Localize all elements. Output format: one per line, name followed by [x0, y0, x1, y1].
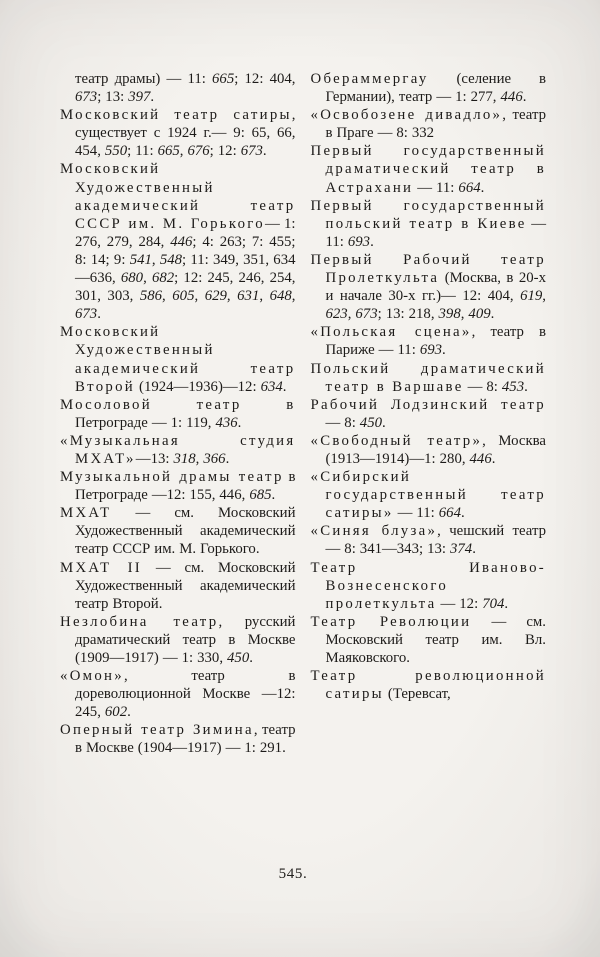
entry-text: . [382, 414, 386, 431]
entry-text: (Теревсат, [383, 686, 451, 703]
entry-text: . [504, 595, 509, 612]
entry-text: , [542, 288, 546, 305]
entry-text: , [259, 288, 270, 305]
index-entry [311, 106, 547, 142]
page-ref-italic: 446 [469, 450, 492, 467]
page-ref-italic: 704 [482, 595, 505, 612]
entry-text: , [195, 450, 204, 467]
entry-headword: Первый государственный драматический театр в Астрахани [310, 143, 546, 196]
entry-text: — см. Московский Художественный академический театр Второй. [75, 559, 296, 612]
entry-text: ; 11: [127, 143, 158, 160]
entry-text: . [524, 378, 528, 395]
entry-text: . [442, 342, 446, 359]
page-number: 545. [278, 866, 308, 882]
entry-text: ; 4: 263; 7: 455; 8: 14; 9: [75, 233, 296, 268]
page-ref-italic: 623 [325, 306, 348, 323]
page-ref-italic: 673 [355, 306, 378, 323]
entry-text: — см. Московский театр им. Вл. Маяковского. [325, 613, 546, 666]
page-ref-italic: 397 [128, 89, 151, 106]
entry-text: — 11: [325, 215, 546, 250]
entry-text: ; 12: 245, 246, 254, 301, 303, [75, 270, 296, 305]
entry-headword: «Омон» [60, 668, 124, 685]
entry-text: ; 11: 349, 351, 634—636, [75, 251, 296, 287]
page-ref-italic: 318 [173, 450, 196, 467]
entry-text: , [347, 306, 356, 323]
entry-text: — 8: [325, 414, 360, 431]
entry-text: . [127, 704, 131, 721]
entry-headword: «Сибирский государственный театр сатиры» [310, 469, 546, 522]
entry-text: . [249, 650, 253, 666]
entry-text: . [97, 306, 101, 323]
page-ref-italic: 673 [75, 306, 98, 323]
entry-text: , театр в дореволюционной Москве —12: 245, [75, 668, 296, 721]
page-ref-italic: 634 [260, 378, 283, 395]
entry-headword: «Синяя блуза» [310, 523, 438, 540]
entry-headword: Мосоловой театр в [60, 396, 296, 413]
entry-text: , [194, 288, 205, 305]
entry-text: ; 12: [209, 143, 241, 160]
entry-headword: МХАТ [60, 505, 112, 522]
entry-text: — 11: [393, 505, 439, 522]
page-ref-italic: 664 [438, 505, 461, 522]
index-entry [60, 396, 296, 432]
entry-headword: МХАТ II [60, 559, 143, 576]
index-entry [60, 504, 296, 558]
page-ref-italic: 665 [212, 71, 235, 87]
entry-headword: Оперный театр Зимина [60, 722, 254, 739]
entry-headword: Обераммергау [310, 71, 429, 87]
index-entry [60, 667, 296, 721]
entry-text: . [490, 306, 495, 323]
index-column-left [60, 70, 296, 758]
entry-headword: Московский Художественный академический театр СССР им. М. Горького [60, 161, 296, 232]
page-ref-italic: 673 [75, 89, 98, 106]
entry-headword: Первый Рабочий театр Пролеткульта [310, 251, 546, 287]
index-entry [311, 142, 547, 196]
entry-text: , театр в Москве (1904—1917) — 1: 291. [75, 722, 296, 757]
index-entry [311, 559, 547, 613]
entry-text: (селение в Германии), театр — 1: 277, [325, 71, 546, 106]
page-ref-italic: 453 [501, 378, 525, 395]
page-ref-italic: 586 [139, 288, 163, 305]
entry-text: . [237, 414, 242, 431]
index-entry [60, 559, 296, 613]
index-entry [311, 70, 547, 106]
entry-text: . [480, 179, 485, 196]
entry-text: — 1: 276, 279, 284, [75, 215, 296, 250]
entry-text: . [472, 541, 476, 558]
entry-headword: «Свободный театр» [310, 432, 483, 449]
entry-text: . [460, 505, 465, 522]
entry-text: — см. Московский Художественный академический театр СССР им. М. Горького. [75, 505, 296, 558]
entry-text: . [522, 89, 527, 106]
index-entry [311, 396, 547, 432]
page-ref-italic: 450 [359, 414, 382, 431]
entry-text: в Петрограде —12: 155, 446, [75, 469, 296, 504]
entry-text: , [291, 288, 296, 305]
entry-text: . [271, 487, 276, 504]
page-ref-italic: 673 [240, 143, 263, 160]
entry-text: —13: [135, 450, 174, 467]
entry-text: . [225, 450, 230, 467]
index-entry [311, 432, 547, 468]
page-ref-italic: 409 [468, 306, 491, 323]
entry-text: , [143, 270, 152, 287]
entry-headword: «Освобозене дивадло» [310, 107, 503, 124]
index-entry [311, 360, 547, 396]
entry-text: театр драмы) — 11: [75, 71, 213, 87]
page-ref-italic: 648 [269, 288, 292, 305]
entry-text: . [370, 233, 374, 250]
page-ref-italic: 450 [227, 650, 250, 666]
page-ref-italic: 605 [172, 288, 195, 305]
page-ref-italic: 676 [187, 143, 210, 160]
entry-text: , театр в Париже — 11: [325, 324, 547, 359]
entry-text: , [151, 251, 160, 268]
page-ref-italic: 541 [129, 251, 152, 268]
page-ref-italic: 619 [520, 288, 543, 305]
entry-text: — 12: [436, 595, 483, 612]
entry-headword: Незлобина театр [60, 613, 219, 630]
index-entry [60, 106, 296, 160]
page-ref-italic: 665 [157, 143, 180, 160]
page-ref-italic: 682 [151, 270, 175, 287]
entry-headword: Московский театр сатиры [60, 107, 292, 124]
entry-text: . [491, 450, 496, 467]
index-entry [311, 323, 547, 359]
page-ref-italic: 629 [204, 288, 227, 305]
entry-headword: Рабочий Лодзинский театр [310, 396, 546, 413]
page-ref-italic: 446 [500, 89, 523, 106]
index-entry [60, 432, 296, 468]
entry-headword: Музыкальной драмы театр [60, 469, 284, 486]
index-entry [60, 323, 296, 395]
index-entry [311, 197, 547, 251]
entry-headword: Московский Художественный академический театр Второй [60, 324, 296, 395]
entry-text: ; 12: 404, [234, 71, 296, 87]
page-ref-italic: 602 [104, 704, 128, 721]
index-entry [311, 613, 547, 667]
index-entry [60, 721, 296, 757]
index-entry [311, 468, 547, 522]
index-entry [311, 667, 547, 703]
page-ref-italic: 693 [419, 342, 443, 359]
entry-text: , [179, 143, 188, 160]
page-ref-italic: 548 [159, 251, 183, 268]
index-entry [311, 522, 547, 558]
entry-text: . [262, 143, 267, 160]
index-entry [60, 160, 296, 323]
page-ref-italic: 664 [458, 179, 481, 196]
entry-text: , [162, 288, 173, 305]
page-ref-italic: 685 [249, 487, 272, 504]
entry-text: . [150, 89, 155, 106]
index-entry [60, 613, 296, 667]
index-columns [60, 70, 546, 758]
entry-text: , Москва (1913—1914)—1: 280, [325, 432, 546, 467]
entry-headword: Театр Революции [310, 613, 472, 630]
index-column-right [311, 70, 547, 758]
page-ref-italic: 550 [104, 143, 128, 160]
page-ref-italic: 374 [450, 541, 473, 558]
entry-headword: «Польская сцена» [310, 324, 472, 341]
index-entry [60, 70, 296, 106]
entry-text: , русский драматический театр в Москве (1909—1917) — 1: 330, [75, 613, 296, 666]
entry-text: (1924—1936)—12: [135, 378, 261, 395]
page-ref-italic: 398 [438, 306, 461, 323]
entry-text: — 11: [413, 179, 459, 196]
entry-text: , [226, 288, 238, 305]
index-entry [60, 468, 296, 504]
entry-headword: Театр Иваново-Вознесенского пролеткульта [310, 559, 546, 612]
page-ref-italic: 436 [215, 414, 238, 431]
entry-text: , существует с 1924 г.— 9: 65, 66, 454, [75, 107, 296, 160]
entry-text: ; 13: 218, [377, 306, 439, 323]
entry-headword: Театр революционной сатиры [310, 668, 546, 703]
entry-headword: «Музыкальная студия МХАТ» [60, 432, 296, 467]
entry-text: , [460, 306, 469, 323]
index-entry [311, 251, 547, 323]
entry-text: , театр в Праге — 8: 332 [325, 107, 547, 142]
page-ref-italic: 366 [203, 450, 226, 467]
page-ref-italic: 446 [170, 233, 193, 250]
page-ref-italic: 680 [120, 270, 144, 287]
entry-headword: Польский драматический театр в Варшаве [310, 360, 546, 395]
entry-text: ; 13: [97, 89, 129, 106]
entry-text: (Москва, в 20-х и начале 30-х гг.)— 12: 404, [325, 270, 546, 305]
entry-headword: Первый государственный польский театр в Киеве [310, 197, 546, 232]
entry-text: . [282, 378, 287, 395]
entry-text: — 8: [463, 378, 502, 395]
entry-text: , чешский театр — 8: 341—343; 13: [325, 523, 546, 558]
page-ref-italic: 693 [347, 233, 371, 250]
entry-text: Петрограде — 1: 119, [75, 414, 216, 431]
page-ref-italic: 631 [237, 288, 260, 305]
